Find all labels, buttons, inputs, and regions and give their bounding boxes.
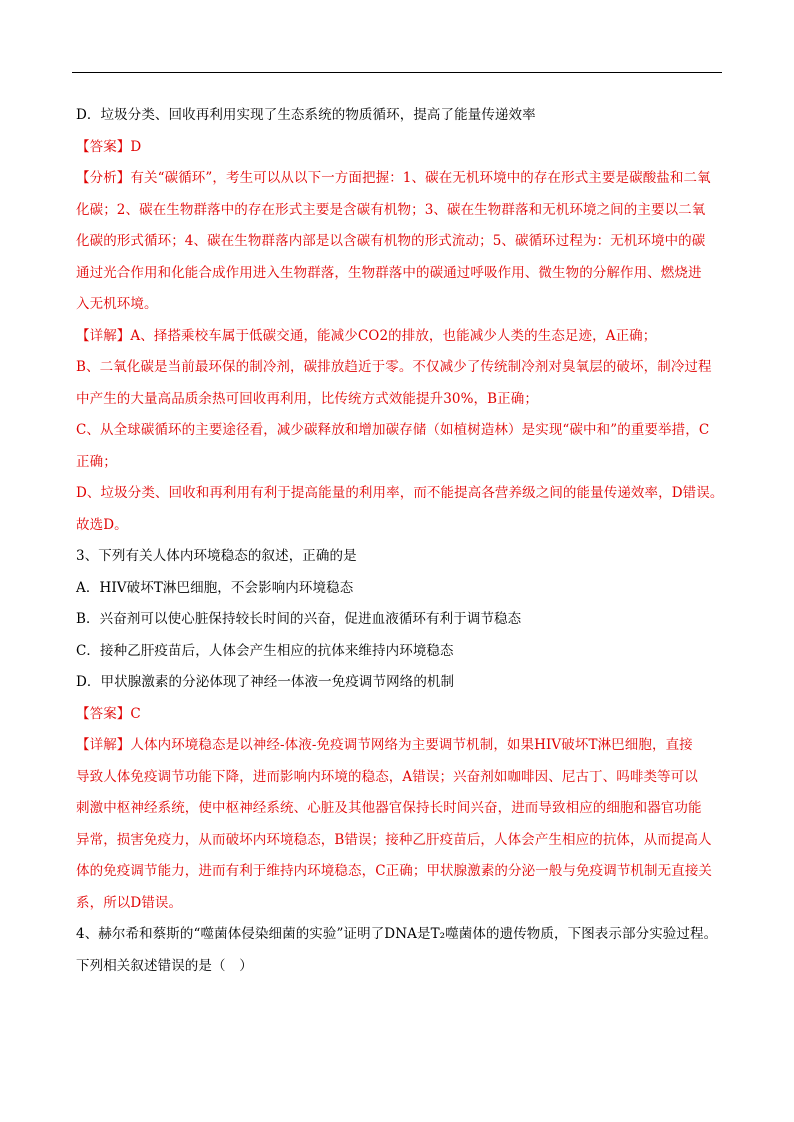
analysis-line: 【分析】有关“碳循环”，考生可以从以下一方面把握：1、碳在无机环境中的存在形式主要是碳酸盐和二氧: [76, 170, 711, 186]
option-d-text: D．垃圾分类、回收再利用实现了生态系统的物质循环，提高了能量传递效率: [76, 107, 536, 123]
question-3-option-d: D．甲状腺激素的分泌体现了神经一体液一免疫调节网络的机制: [76, 674, 455, 690]
explanation-line: C、从全球碳循环的主要途径看，减少碳释放和增加碳存储（如植树造林）是实现“碳中和”的重要举措，C: [76, 422, 710, 438]
explanation-line: 体的免疫调节能力，进而有利于维持内环境稳态，C正确；甲状腺激素的分泌一般与免疫调节机制无直接关: [76, 863, 713, 879]
explanation-line: D、垃圾分类、回收和再利用有利于提高能量的利用率，而不能提高各营养级之间的能量传递效率，D错误。: [76, 485, 724, 501]
question-4-stem: 4、赫尔希和蔡斯的“噬菌体侵染细菌的实验”证明了DNA是T₂噬菌体的遗传物质，下图表示部分实验过程。: [76, 926, 718, 942]
answer-line: 【答案】C: [76, 705, 141, 722]
explanation-line: 【详解】人体内环境稳态是以神经-体液-免疫调节网络为主要调节机制，如果HIV破坏T淋巴细胞，直接: [76, 737, 693, 753]
header-rule: [72, 72, 722, 73]
question-3-option-b: B．兴奋剂可以使心脏保持较长时间的兴奋，促进血液循环有利于调节稳态: [76, 611, 522, 627]
explanation-line: 中产生的大量高品质余热可回收再利用，比传统方式效能提升30%，B正确；: [76, 390, 538, 407]
question-3-option-a: A．HIV破坏T淋巴细胞，不会影响内环境稳态: [76, 579, 354, 596]
analysis-line: 化碳的形式循环；4、碳在生物群落内部是以含碳有机物的形式流动；5、碳循环过程为：无机环境中的碳: [76, 233, 706, 249]
question-4-stem: 下列相关叙述错误的是（ ）: [76, 957, 253, 974]
question-3-stem: 3、下列有关人体内环境稳态的叙述，正确的是: [76, 548, 357, 564]
explanation-line: 异常，损害免疫力，从而破坏内环境稳态，B错误；接种乙肝疫苗后，人体会产生相应的抗体，从而提高人: [76, 831, 712, 848]
explanation-line: B、二氧化碳是当前最环保的制冷剂，碳排放趋近于零。不仅减少了传统制冷剂对臭氧层的破坏，制冷过程: [76, 359, 712, 375]
explanation-line: 导致人体免疫调节功能下降，进而影响内环境的稳态，A错误；兴奋剂如咖啡因、尼古丁、吗啡类等可以: [76, 768, 698, 785]
answer-line: 【答案】D: [76, 138, 142, 155]
explanation-line: 【详解】A、择搭乘校车属于低碳交通，能减少CO2的排放，也能减少人类的生态足迹，A正确；: [76, 327, 657, 344]
question-3-option-c: C．接种乙肝疫苗后，人体会产生相应的抗体来维持内环境稳态: [76, 642, 454, 659]
explanation-line: 系，所以D错误。: [76, 894, 183, 911]
document-body: [76, 100, 724, 982]
explanation-line: 正确；: [76, 453, 117, 470]
conclusion-line: 故选D。: [76, 516, 128, 533]
explanation-line: 刺激中枢神经系统，使中枢神经系统、心脏及其他器官保持长时间兴奋，进而导致相应的细胞和器官功能: [76, 800, 702, 816]
analysis-line: 入无机环境。: [76, 296, 158, 312]
analysis-line: 通过光合作用和化能合成作用进入生物群落，生物群落中的碳通过呼吸作用、微生物的分解作用、燃烧进: [76, 264, 702, 281]
analysis-line: 化碳；2、碳在生物群落中的存在形式主要是含碳有机物；3、碳在生物群落和无机环境之间的主要以二氧: [76, 201, 706, 218]
